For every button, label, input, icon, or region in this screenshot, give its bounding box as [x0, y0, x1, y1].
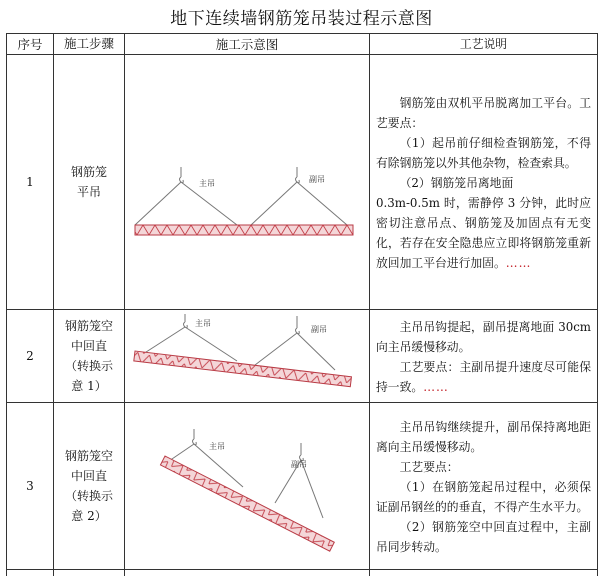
page-title: 地下连续墙钢筋笼吊装过程示意图	[0, 4, 603, 29]
table-row	[7, 55, 598, 310]
table-row	[7, 310, 598, 403]
row-desc: 钢筋笼由双机平吊脱离加工平台。工艺要点： （1）起吊前仔细检查钢筋笼，不得有除钢筋笼以外其他杂物，检查索具。 （2）钢筋笼吊离地面 0.3m-0.5m 时，需静停 3 分钟，此时应密切注意吊点、钢筋笼及加固点有无变化，若存在安全隐患应立即将钢筋笼重新放回加工平台进行加固。……	[370, 55, 598, 310]
row-step: 钢筋笼空 中回直 （转换示 意 2）	[54, 403, 125, 570]
table-row	[7, 403, 598, 570]
row-step: 钢筋笼 平吊	[54, 55, 125, 310]
aux-hook-label: 副吊	[311, 324, 327, 334]
row-no: 1	[7, 55, 54, 310]
table-header-row	[7, 34, 598, 55]
header-diagram: 施工示意图	[125, 34, 370, 55]
main-hook-label: 主吊	[199, 178, 215, 188]
row-desc: 主吊吊钩继续提升，副吊保持离地距离向主吊缓慢移动。 工艺要点： （1）在钢筋笼起吊过程中，必须保证副吊钢丝的的垂直，不得产生水平力。 （2）钢筋笼空中回直过程中，主副吊同步转动。	[370, 403, 598, 570]
tilt-2-illustration	[125, 403, 369, 569]
aux-hook-label: 副吊	[309, 174, 325, 184]
diagram-tilt-2	[125, 403, 370, 570]
header-no: 序号	[7, 34, 54, 55]
main-hook-label: 主吊	[195, 318, 211, 328]
header-desc: 工艺说明	[370, 34, 598, 55]
row-no: 3	[7, 403, 54, 570]
row-desc: 主吊吊钩提起，副吊提离地面 30cm 向主吊缓慢移动。 工艺要点：主副吊提升速度尽可能保持一致。……	[370, 310, 598, 403]
tilt-1-illustration	[125, 310, 369, 402]
row-no: 2	[7, 310, 54, 403]
main-hook-label: 主吊	[209, 441, 225, 451]
diagram-tilt-1	[125, 310, 370, 403]
aux-hook-label: 副吊	[291, 459, 307, 469]
table-row-cut	[7, 570, 598, 576]
flat-lift-illustration	[125, 55, 369, 309]
diagram-flat-lift	[125, 55, 370, 310]
process-table	[6, 33, 598, 576]
row-step: 钢筋笼空 中回直 （转换示 意 1）	[54, 310, 125, 403]
header-step: 施工步骤	[54, 34, 125, 55]
